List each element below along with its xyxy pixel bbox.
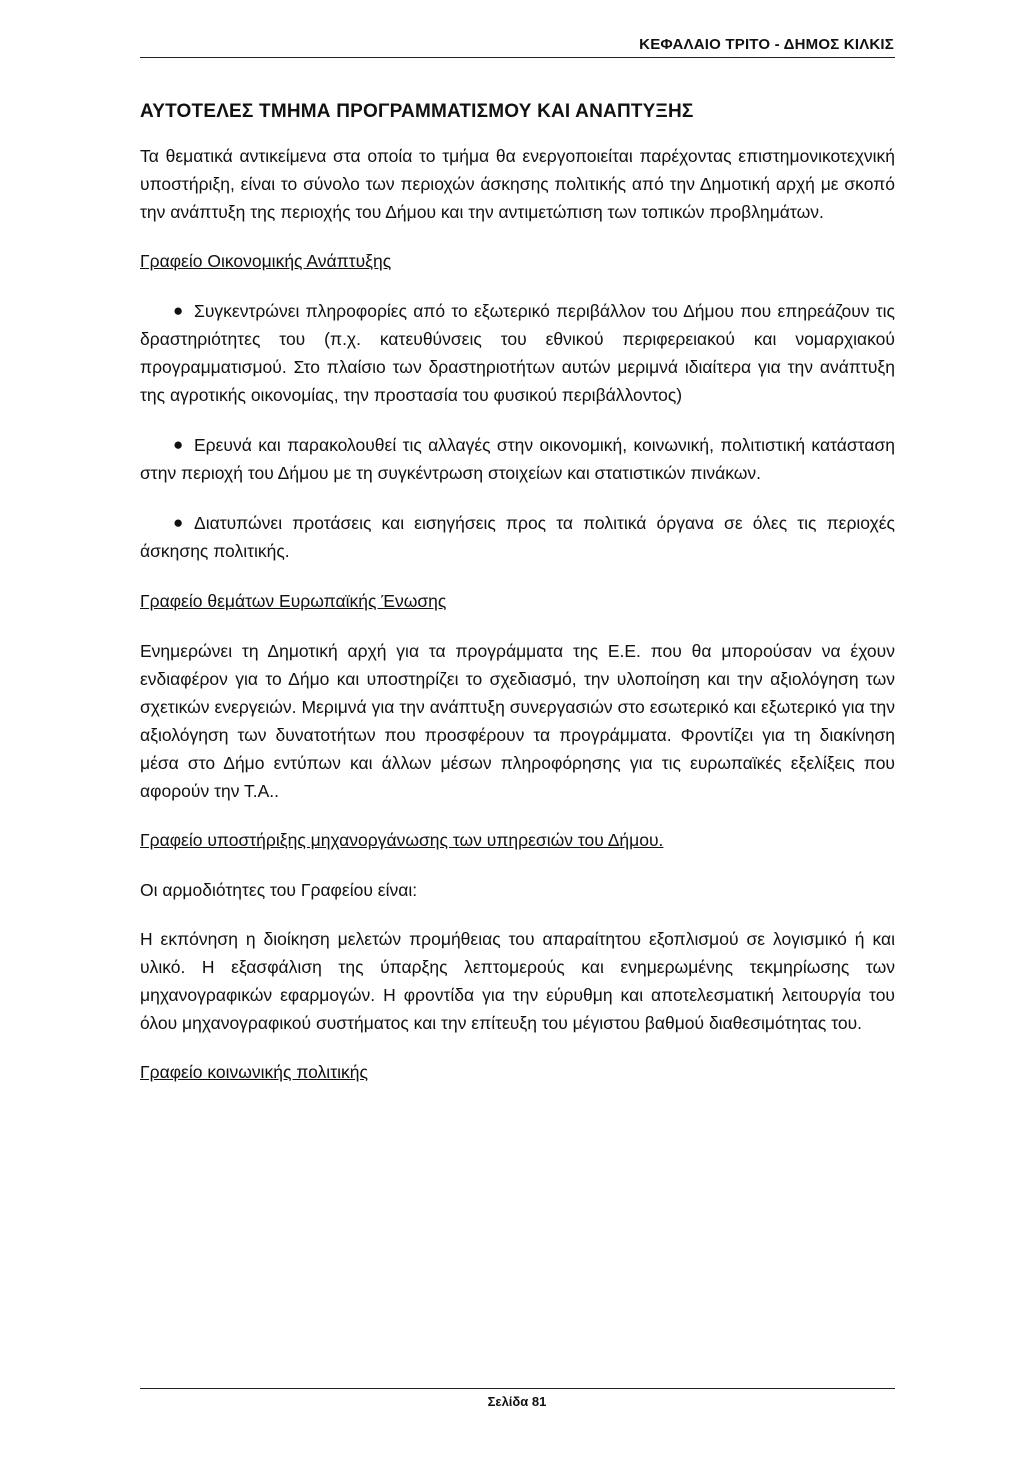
running-header: ΚΕΦΑΛΑΙΟ ΤΡΙΤΟ - ΔΗΜΟΣ ΚΙΛΚΙΣ	[639, 36, 894, 53]
list-item	[140, 431, 895, 487]
section-intro-paragraph: Τα θεματικά αντικείμενα στα οποία το τμήμα θα ενεργοποιείται παρέχοντας επιστημονικοτεχνική υποστήριξη, είναι το σύνολο των περιοχών άσκησης πολιτικής από την Δημοτική αρχή με σκοπό την ανάπτυξη της περιοχής του Δήμου και την αντιμετώπιση των τοπικών προβλημάτων.	[140, 146, 895, 222]
section-title: ΑΥΤΟΤΕΛΕΣ ΤΜΗΜΑ ΠΡΟΓΡΑΜΜΑΤΙΣΜΟΥ ΚΑΙ ΑΝΑΠΤΥΞΗΣ	[140, 101, 694, 122]
office-economic-list	[140, 297, 895, 565]
office-eu-heading: Γραφείο θεμάτων Ευρωπαϊκής Ένωσης	[140, 591, 447, 611]
list-item-text: Ερευνά και παρακολουθεί τις αλλαγές στην οικονομική, κοινωνική, πολιτιστική κατάσταση στην περιοχή του Δήμου με τη συγκέντρωση στοιχείων και στατιστικών πινάκων.	[140, 435, 895, 483]
bullet-icon: ●	[173, 435, 184, 454]
bullet-icon: ●	[173, 513, 184, 532]
page-number: Σελίδα 81	[487, 1394, 547, 1409]
office-it-heading: Γραφείο υποστήριξης μηχανοργάνωσης των υπηρεσιών του Δήμου.	[140, 830, 664, 850]
office-social-heading: Γραφείο κοινωνικής πολιτικής	[140, 1062, 368, 1082]
bullet-icon: ●	[173, 301, 184, 320]
footer-rule	[140, 1388, 895, 1389]
list-item-text: Διατυπώνει προτάσεις και εισηγήσεις προς τα πολιτικά όργανα σε όλες τις περιοχές άσκησης πολιτικής.	[140, 513, 895, 561]
header-rule	[140, 57, 895, 58]
list-item	[140, 509, 895, 565]
office-it-intro: Οι αρμοδιότητες του Γραφείου είναι:	[140, 880, 418, 900]
office-economic-heading: Γραφείο Οικονομικής Ανάπτυξης	[140, 251, 392, 271]
document-body	[140, 100, 895, 1108]
office-eu-paragraph: Ενημερώνει τη Δημοτική αρχή για τα προγράμματα της Ε.Ε. που θα μπορούσαν να έχουν ενδιαφέρον για το Δήμο και υποστηρίζει το σχεδιασμό, την υλοποίηση και την αξιολόγηση των σχετικών ενεργειών. Μεριμνά για την ανάπτυξη συνεργασιών στο εσωτερικό και εξωτερικό για την αξιολόγηση των δυνατοτήτων που προσφέρουν τα προγράμματα. Φροντίζει για τη διακίνηση μέσα στο Δήμο εντύπων και άλλων μέσων πληροφόρησης για τις ευρωπαϊκές εξελίξεις που αφορούν την Τ.Α..	[140, 641, 895, 801]
office-it-paragraph: Η εκπόνηση η διοίκηση μελετών προμήθειας του απαραίτητου εξοπλισμού σε λογισμικό ή και υλικό. Η εξασφάλιση της ύπαρξης λεπτομερούς και ενημερωμένης τεκμηρίωσης των μηχανογραφικών εφαρμογών. Η φροντίδα για την εύρυθμη και αποτελεσματική λειτουργία του όλου μηχανογραφικού συστήματος και την επίτευξη του μέγιστου βαθμού διαθεσιμότητας του.	[140, 929, 895, 1033]
list-item	[140, 297, 895, 409]
list-item-text: Συγκεντρώνει πληροφορίες από το εξωτερικό περιβάλλον του Δήμου που επηρεάζουν τις δραστηριότητες του (π.χ. κατευθύνσεις του εθνικού περιφερειακού και νομαρχιακού προγραμματισμού. Στο πλαίσιο των δραστηριοτήτων αυτών μεριμνά ιδιαίτερα για την ανάπτυξη της αγροτικής οικονομίας, την προστασία του φυσικού περιβάλλοντος)	[140, 301, 895, 405]
